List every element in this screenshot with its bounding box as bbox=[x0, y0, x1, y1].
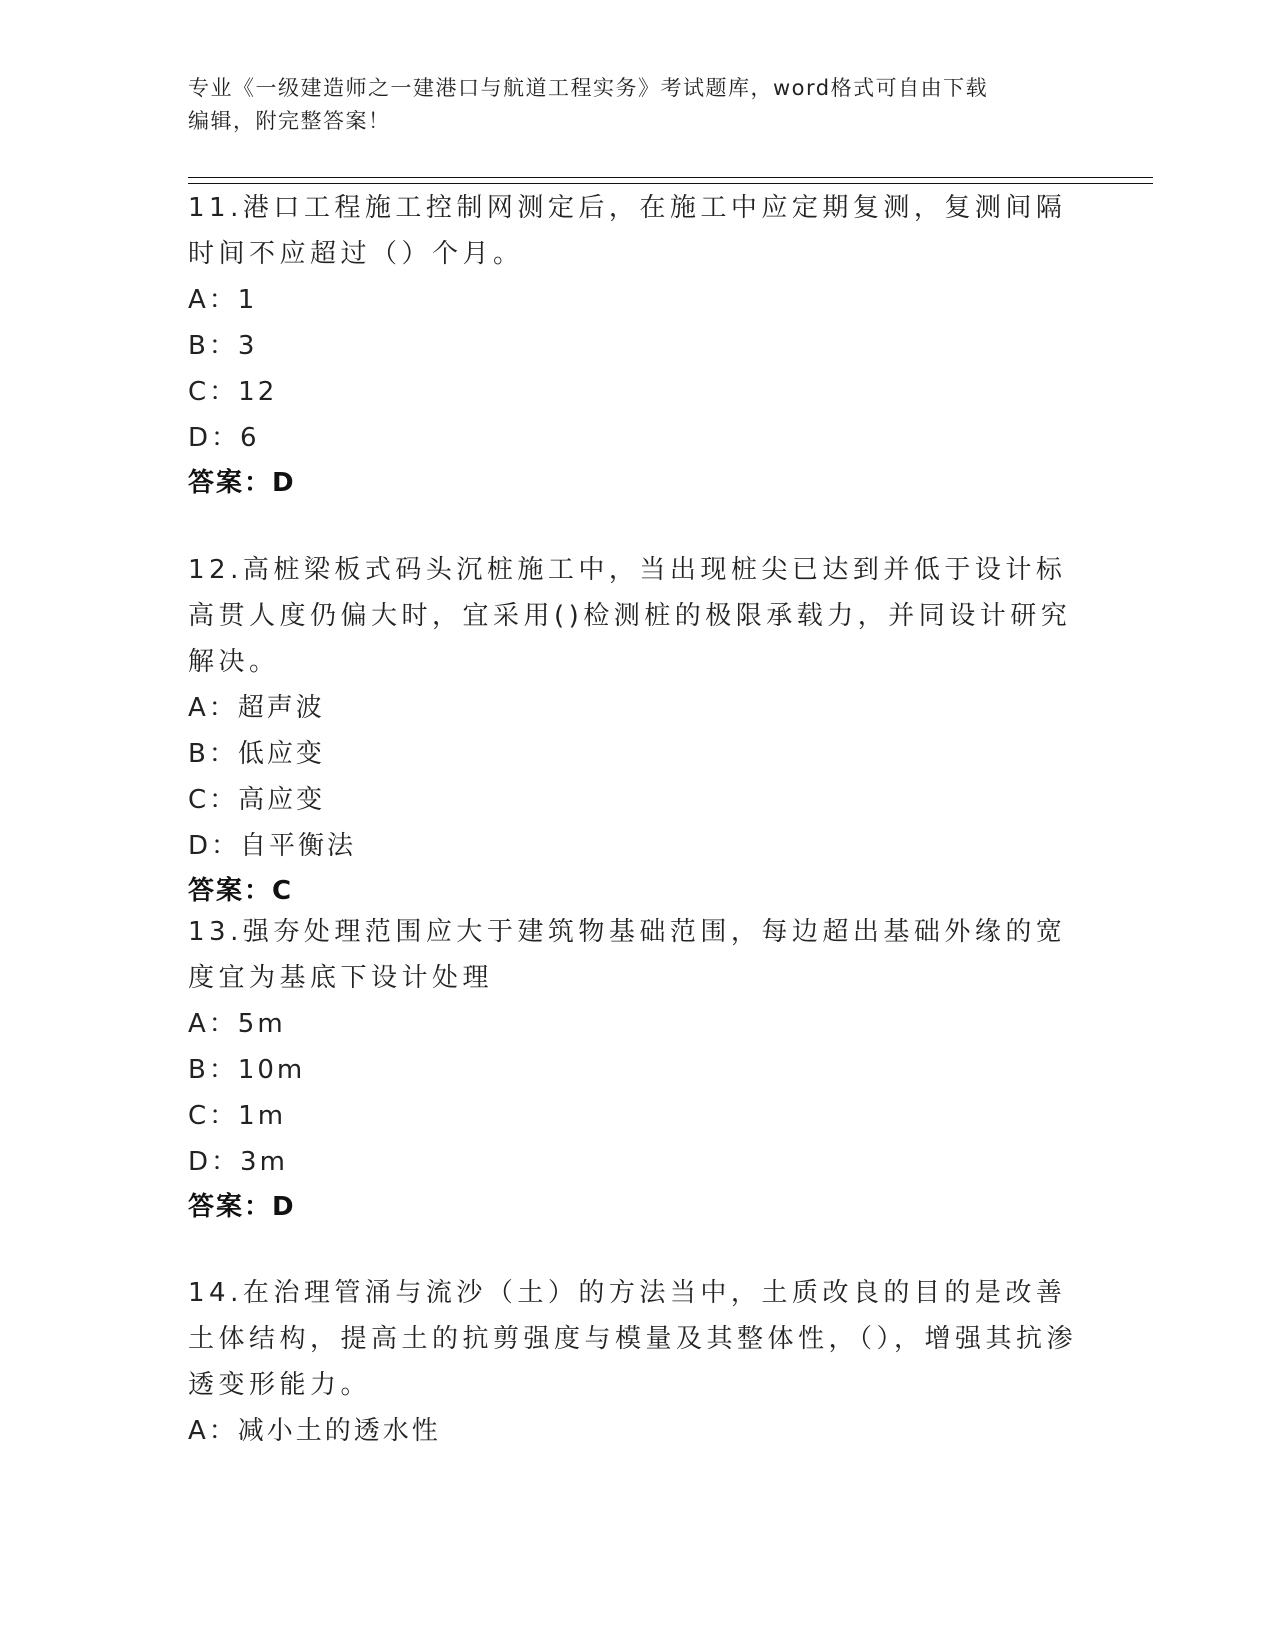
header-line-2: 编辑，附完整答案！ bbox=[188, 109, 391, 133]
answer-label: 答案：D bbox=[188, 1192, 296, 1222]
option-c: C：12 bbox=[188, 377, 278, 407]
option-d: D：自平衡法 bbox=[188, 831, 357, 861]
header-divider-bottom bbox=[188, 183, 1153, 184]
question-text: 14.在治理管涌与流沙（土）的方法当中，土质改良的目的是改善土体结构，提高土的抗剪强度与模量及其整体性，（），增强其抗渗透变形能力。 bbox=[188, 1278, 1078, 1400]
question-13 bbox=[188, 909, 1088, 1229]
header-divider-top bbox=[188, 177, 1153, 178]
option-a: A：5m bbox=[188, 1009, 286, 1039]
question-12 bbox=[188, 547, 1088, 913]
option-b: B：低应变 bbox=[188, 739, 325, 769]
question-11 bbox=[188, 185, 1088, 505]
option-c: C：1m bbox=[188, 1101, 287, 1131]
option-a: A：超声波 bbox=[188, 693, 325, 723]
question-text: 11.港口工程施工控制网测定后，在施工中应定期复测，复测间隔时间不应超过（）个月。 bbox=[188, 193, 1067, 269]
option-a: A：1 bbox=[188, 285, 258, 315]
document-header bbox=[188, 72, 1068, 138]
option-a: A：减小土的透水性 bbox=[188, 1416, 441, 1446]
option-d: D：3m bbox=[188, 1147, 288, 1177]
answer-label: 答案：C bbox=[188, 876, 294, 906]
question-text: 13.强夯处理范围应大于建筑物基础范围，每边超出基础外缘的宽度宜为基底下设计处理 bbox=[188, 917, 1067, 993]
header-line-1: 专业《一级建造师之一建港口与航道工程实务》考试题库，word格式可自由下载 bbox=[188, 76, 989, 100]
answer-label: 答案：D bbox=[188, 468, 296, 498]
question-text: 12.高桩梁板式码头沉桩施工中，当出现桩尖已达到并低于设计标高贯人度仍偏大时，宜采用()检测桩的极限承载力，并同设计研究解决。 bbox=[188, 555, 1072, 677]
option-d: D：6 bbox=[188, 423, 260, 453]
option-b: B：3 bbox=[188, 331, 258, 361]
option-c: C：高应变 bbox=[188, 785, 326, 815]
option-b: B：10m bbox=[188, 1055, 306, 1085]
question-14 bbox=[188, 1270, 1088, 1454]
